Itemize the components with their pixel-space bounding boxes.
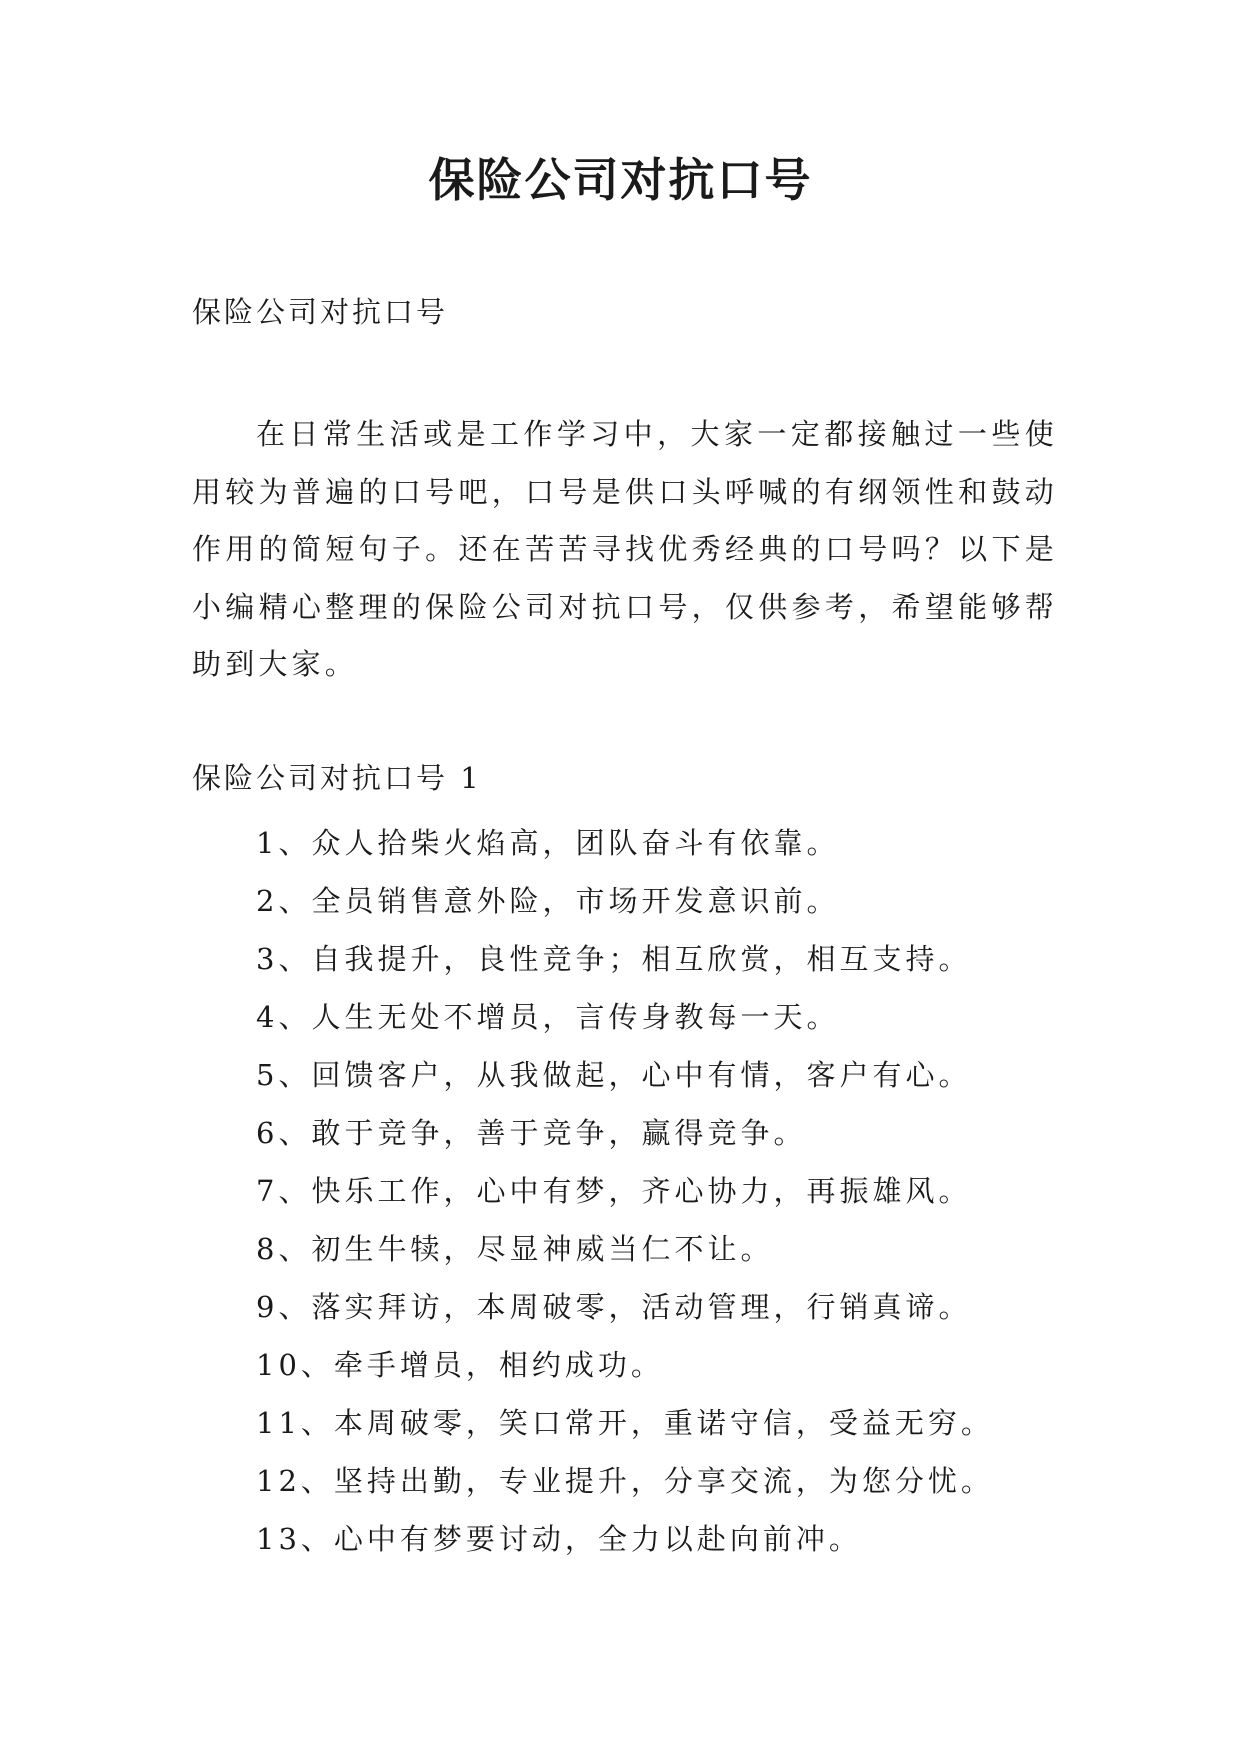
section-heading: 保险公司对抗口号 1	[192, 761, 482, 795]
slogan-item: 3、自我提升，良性竞争；相互欣赏，相互支持。	[256, 942, 972, 976]
slogan-item: 7、快乐工作，心中有梦，齐心协力，再振雄风。	[256, 1174, 972, 1208]
slogan-item: 4、人生无处不增员，言传身教每一天。	[256, 1000, 840, 1034]
slogan-item: 1、众人拾柴火焰高，团队奋斗有依靠。	[256, 826, 840, 860]
slogan-item: 6、敢于竞争，善于竞争，赢得竞争。	[256, 1116, 807, 1150]
slogan-item: 11、本周破零，笑口常开，重诺守信，受益无穷。	[256, 1406, 994, 1440]
document-subtitle: 保险公司对抗口号	[192, 295, 449, 329]
slogan-item: 12、坚持出勤，专业提升，分享交流，为您分忧。	[256, 1464, 994, 1498]
slogan-item: 13、心中有梦要讨动，全力以赴向前冲。	[256, 1522, 862, 1556]
intro-paragraph: 在日常生活或是工作学习中，大家一定都接触过一些使用较为普遍的口号吧，口号是供口头呼喊的有纲领性和鼓动作用的简短句子。还在苦苦寻找优秀经典的口号吗？以下是小编精心整理的保险公司对抗口号，仅供参考，希望能够帮助到大家。	[192, 417, 1058, 682]
slogan-item: 5、回馈客户，从我做起，心中有情，客户有心。	[256, 1058, 972, 1092]
slogan-item: 10、牵手增员，相约成功。	[256, 1348, 664, 1382]
slogan-item: 9、落实拜访，本周破零，活动管理，行销真谛。	[256, 1290, 972, 1324]
slogan-item: 8、初生牛犊，尽显神威当仁不让。	[256, 1232, 774, 1266]
slogan-item: 2、全员销售意外险，市场开发意识前。	[256, 884, 840, 918]
slogan-list	[256, 814, 994, 1568]
document-title: 保险公司对抗口号	[428, 153, 813, 207]
